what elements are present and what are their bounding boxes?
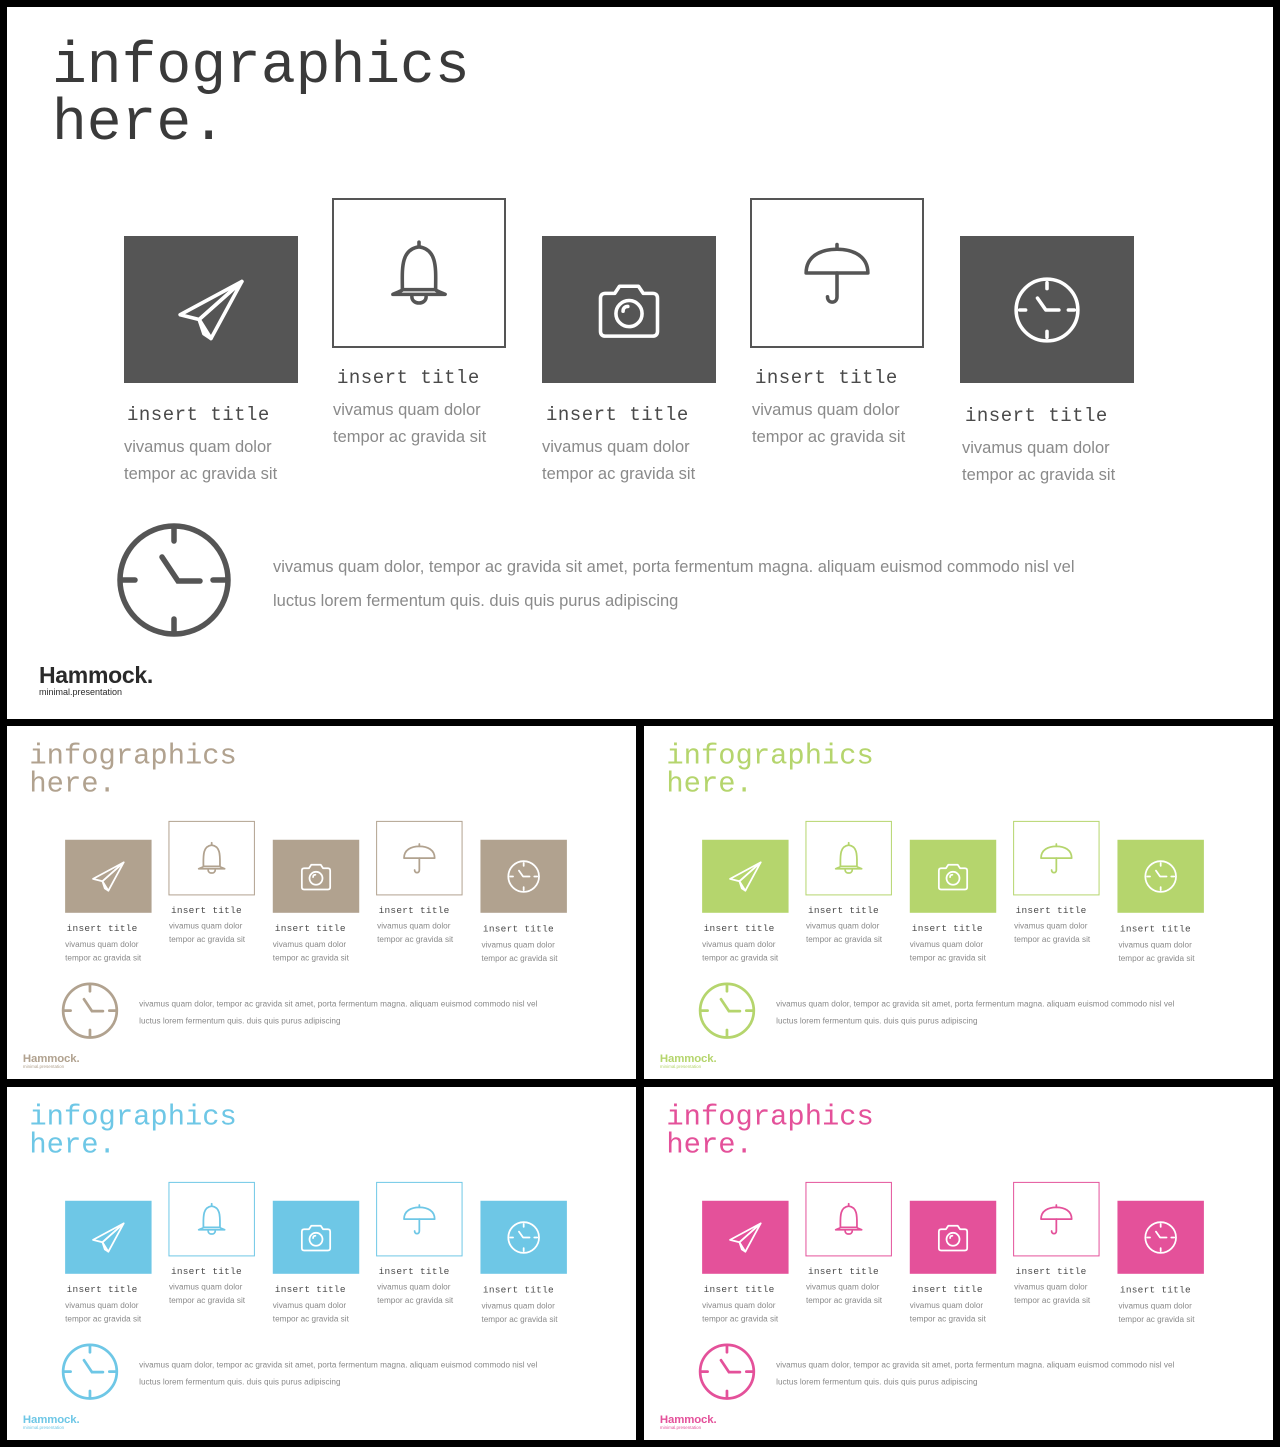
card-2-box [168,821,254,896]
bell-icon [830,1200,868,1238]
card-5-box [480,1201,566,1274]
card-3-body-line-2: tempor ac gravida sit [909,953,986,963]
card-3-box [910,840,996,913]
card-5-box [1117,840,1203,913]
description-line-2: luctus lorem fermentum quis. duis quis purus adipiscing [139,1377,341,1387]
paper-plane-icon [726,857,764,895]
card-4-title: insert title [378,904,450,916]
card-3-body-line-1: vivamus quam dolor [542,438,690,456]
description-line-1: vivamus quam dolor, tempor ac gravida sit amet, porta fermentum magna. aliquam euismod commodo nisl vel [139,999,538,1009]
card-3-body [910,938,999,965]
clock-icon [1142,1218,1180,1256]
card-4-title: insert title [378,1265,450,1277]
paper-plane-icon [89,1218,127,1256]
description-line-1: vivamus quam dolor, tempor ac gravida sit amet, porta fermentum magna. aliquam euismod commodo nisl vel [776,1360,1175,1370]
card-4-body [752,397,932,451]
slide-tan [7,726,636,1079]
card-1-box [702,840,788,913]
hammock-logo [23,1052,80,1069]
card-1-body [124,434,304,488]
description-line-2: luctus lorem fermentum quis. duis quis purus adipiscing [139,1016,341,1026]
umbrella-icon [400,1200,438,1238]
card-3-title: insert title [274,923,346,935]
card-1-body-line-1: vivamus quam dolor [65,940,139,950]
card-2-body [806,1281,895,1308]
clock-icon [505,1218,543,1256]
card-5-body-line-2: tempor ac gravida sit [481,1315,558,1324]
card-1-body [702,938,791,965]
card-5-body [962,435,1142,489]
bell-icon [193,839,231,877]
title-line-2: here. [52,92,227,157]
card-4-body-line-1: vivamus quam dolor [377,921,451,931]
card-2-body-line-1: vivamus quam dolor [168,921,243,931]
card-3-box [273,840,359,913]
title-line-2: here. [29,768,116,801]
card-2-body-line-2: tempor ac gravida sit [805,935,883,945]
logo-tagline: minimal.presentation [659,1063,702,1069]
card-2-body-line-1: vivamus quam dolor [805,1282,880,1292]
paper-plane-icon [89,857,127,895]
description-line-1: vivamus quam dolor, tempor ac gravida sit amet, porta fermentum magna. aliquam euismod commodo nisl vel [139,1360,538,1370]
card-1-body-line-2: tempor ac gravida sit [702,1314,779,1324]
card-5-box [480,840,566,913]
slide-title [29,1100,237,1162]
card-2-body [169,920,258,947]
card-3-title: insert title [911,1284,983,1296]
description [139,996,571,1030]
card-2-body [169,1281,258,1308]
slide-title [666,739,874,801]
card-2-title: insert title [337,367,480,389]
card-2-body-line-1: vivamus quam dolor [805,921,880,931]
title-line-1: infographics [29,1100,237,1134]
card-3-body-line-2: tempor ac gravida sit [272,1314,349,1324]
clock-icon [505,857,543,895]
card-5-title: insert title [482,923,554,935]
card-4-title: insert title [1015,904,1087,916]
description [139,1357,571,1391]
card-1-box [702,1201,788,1274]
card-4-body-line-1: vivamus quam dolor [752,401,900,419]
description-line-1: vivamus quam dolor, tempor ac gravida sit amet, porta fermentum magna. aliquam euismod commodo nisl vel [273,558,1075,576]
logo-name: Hammock. [22,1412,80,1426]
card-3-body-line-1: vivamus quam dolor [909,940,984,950]
slide-content [7,7,1273,719]
title-line-1: infographics [52,35,470,100]
card-4-body [377,1281,466,1308]
camera-icon [934,857,972,895]
card-2-title: insert title [807,1265,879,1277]
card-1-box [65,1201,151,1274]
bell-icon [830,839,868,877]
card-2-title: insert title [170,904,242,916]
card-5-body [1118,939,1207,966]
card-4-box [376,821,462,896]
card-1-body-line-1: vivamus quam dolor [702,940,776,950]
card-2-box [168,1182,254,1257]
card-5-title: insert title [482,1284,554,1296]
description-line-2: luctus lorem fermentum quis. duis quis purus adipiscing [273,592,679,610]
card-4-body-line-1: vivamus quam dolor [1014,1282,1088,1292]
card-5-body-line-1: vivamus quam dolor [1118,1301,1192,1311]
card-3-body [273,938,362,965]
card-4-body-line-1: vivamus quam dolor [377,1282,451,1292]
large-clock-icon [61,1343,119,1401]
card-4-title: insert title [755,367,898,389]
large-clock-icon [116,522,232,638]
card-5-title: insert title [1119,923,1191,935]
umbrella-icon [400,839,438,877]
card-4-box [1013,1182,1099,1257]
card-4-body-line-2: tempor ac gravida sit [377,935,454,945]
card-5-body [481,1300,570,1327]
paper-plane-icon [726,1218,764,1256]
slide-title [666,1100,874,1162]
card-1-body [702,1299,791,1326]
logo-name: Hammock. [22,1051,80,1065]
hammock-logo [660,1413,717,1430]
logo-tagline: minimal.presentation [22,1424,65,1430]
title-line-1: infographics [29,739,237,773]
card-5-body-line-1: vivamus quam dolor [481,940,555,950]
clock-icon [1142,857,1180,895]
card-3-title: insert title [911,923,983,935]
card-1-box [65,840,151,913]
card-1-title: insert title [127,404,270,426]
card-5-body [1118,1300,1207,1327]
logo-tagline: minimal.presentation [39,687,123,697]
slide-content [7,726,636,1079]
card-4-title: insert title [1015,1265,1087,1277]
camera-icon [591,272,667,348]
card-1-body-line-2: tempor ac gravida sit [65,953,142,963]
description-line-2: luctus lorem fermentum quis. duis quis purus adipiscing [776,1016,978,1026]
card-5-body [481,939,570,966]
camera-icon [297,857,335,895]
card-4-body-line-1: vivamus quam dolor [1014,921,1088,931]
card-1-body-line-1: vivamus quam dolor [702,1301,776,1311]
bell-icon [193,1200,231,1238]
card-5-body-line-2: tempor ac gravida sit [1118,1315,1195,1324]
card-1-body [65,1299,154,1326]
card-1-body-line-2: tempor ac gravida sit [124,465,278,483]
card-5-title: insert title [965,405,1108,427]
umbrella-icon [799,235,875,311]
slide-content [7,1087,636,1440]
card-4-body-line-2: tempor ac gravida sit [377,1296,454,1306]
slide-blue [7,1087,636,1440]
card-1-body-line-1: vivamus quam dolor [65,1301,139,1311]
description [776,996,1208,1030]
card-2-body-line-1: vivamus quam dolor [168,1282,243,1292]
hammock-logo [39,663,153,697]
card-2-body-line-2: tempor ac gravida sit [168,1296,246,1306]
card-5-title: insert title [1119,1284,1191,1296]
card-2-box [332,198,506,348]
card-5-body-line-2: tempor ac gravida sit [962,466,1116,484]
slide-title [29,739,237,801]
paper-plane-icon [173,272,249,348]
card-3-body-line-1: vivamus quam dolor [909,1301,984,1311]
card-2-box [805,1182,891,1257]
card-3-body-line-1: vivamus quam dolor [272,1301,347,1311]
card-1-title: insert title [703,923,775,935]
umbrella-icon [1037,1200,1075,1238]
card-2-title: insert title [807,904,879,916]
large-clock-icon [61,982,119,1040]
card-4-body-line-2: tempor ac gravida sit [1014,935,1091,945]
card-3-body [273,1299,362,1326]
card-2-body-line-2: tempor ac gravida sit [168,935,246,945]
slide-content [644,1087,1273,1440]
card-2-body-line-2: tempor ac gravida sit [333,428,487,446]
card-3-body [910,1299,999,1326]
card-3-box [542,236,716,383]
card-1-body-line-1: vivamus quam dolor [124,438,272,456]
card-3-box [273,1201,359,1274]
card-4-body [377,920,466,947]
card-1-body-line-2: tempor ac gravida sit [702,953,779,963]
card-5-body-line-2: tempor ac gravida sit [1118,954,1195,963]
clock-icon [1009,272,1085,348]
title-line-1: infographics [666,1100,874,1134]
card-1-title: insert title [703,1284,775,1296]
card-5-box [1117,1201,1203,1274]
card-2-body-line-2: tempor ac gravida sit [805,1296,883,1306]
slide-pink [644,1087,1273,1440]
description-line-2: luctus lorem fermentum quis. duis quis purus adipiscing [776,1377,978,1387]
title-line-2: here. [666,1129,753,1162]
card-1-body [65,938,154,965]
card-3-body-line-2: tempor ac gravida sit [909,1314,986,1324]
card-5-body-line-2: tempor ac gravida sit [481,954,558,963]
card-5-body-line-1: vivamus quam dolor [481,1301,555,1311]
card-4-body [1014,1281,1103,1308]
card-1-box [124,236,298,383]
card-2-body-line-1: vivamus quam dolor [333,401,481,419]
slide-content [644,726,1273,1079]
card-4-box [376,1182,462,1257]
card-2-box [805,821,891,896]
bell-icon [381,235,457,311]
card-4-box [750,198,924,348]
card-3-title: insert title [546,404,689,426]
card-5-body-line-1: vivamus quam dolor [1118,940,1192,950]
card-3-title: insert title [274,1284,346,1296]
card-2-title: insert title [170,1265,242,1277]
title-line-2: here. [666,768,753,801]
hammock-logo [660,1052,717,1069]
slide-green [644,726,1273,1079]
description [273,550,1143,618]
card-1-title: insert title [66,1284,138,1296]
card-3-body-line-1: vivamus quam dolor [272,940,347,950]
description [776,1357,1208,1391]
card-4-box [1013,821,1099,896]
card-5-body-line-1: vivamus quam dolor [962,439,1110,457]
card-3-box [910,1201,996,1274]
logo-name: Hammock. [39,662,153,688]
card-2-body [333,397,513,451]
logo-tagline: minimal.presentation [659,1424,702,1430]
logo-name: Hammock. [659,1412,717,1426]
slide-title [52,35,470,157]
card-4-body-line-2: tempor ac gravida sit [1014,1296,1091,1306]
card-3-body-line-2: tempor ac gravida sit [272,953,349,963]
card-4-body [1014,920,1103,947]
title-line-1: infographics [666,739,874,773]
large-clock-icon [698,982,756,1040]
hammock-logo [23,1413,80,1430]
logo-name: Hammock. [659,1051,717,1065]
card-3-body [542,434,722,488]
card-3-body-line-2: tempor ac gravida sit [542,465,696,483]
description-line-1: vivamus quam dolor, tempor ac gravida sit amet, porta fermentum magna. aliquam euismod commodo nisl vel [776,999,1175,1009]
large-clock-icon [698,1343,756,1401]
umbrella-icon [1037,839,1075,877]
card-1-body-line-2: tempor ac gravida sit [65,1314,142,1324]
card-1-title: insert title [66,923,138,935]
logo-tagline: minimal.presentation [22,1063,65,1069]
card-2-body [806,920,895,947]
card-5-box [960,236,1134,383]
slide-gray [7,7,1273,719]
camera-icon [297,1218,335,1256]
card-4-body-line-2: tempor ac gravida sit [752,428,906,446]
camera-icon [934,1218,972,1256]
title-line-2: here. [29,1129,116,1162]
